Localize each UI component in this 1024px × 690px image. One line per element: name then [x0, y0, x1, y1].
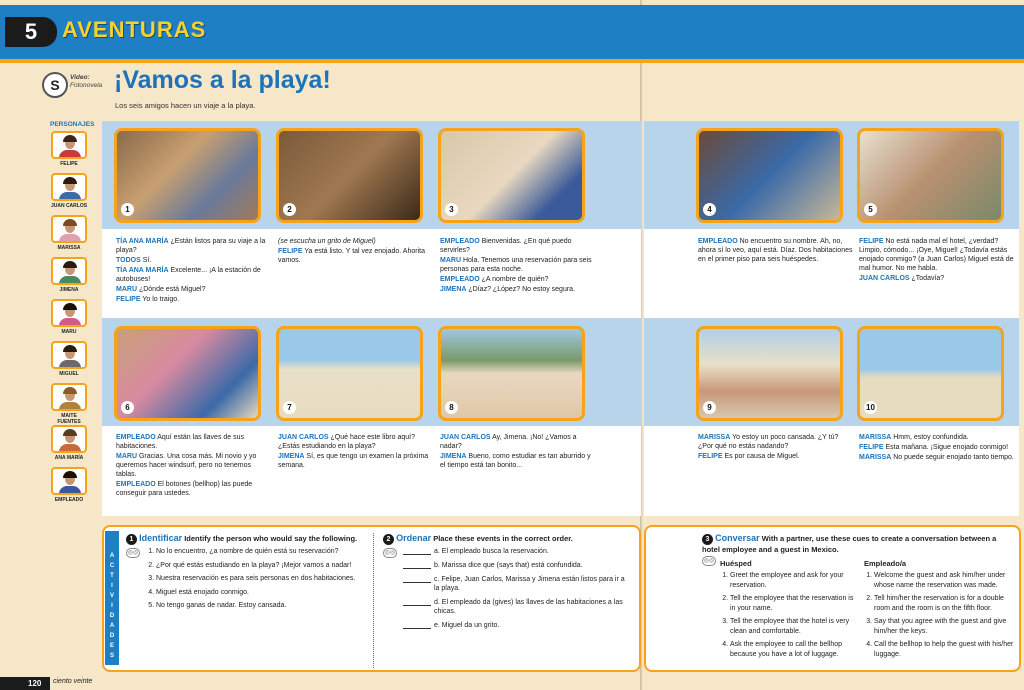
ordenar-item — [403, 561, 628, 570]
video-label: Video: Fotonovela — [70, 74, 103, 89]
dialogue-line — [440, 433, 595, 451]
activity-instructions: Identify the person who would say the following. — [184, 534, 358, 543]
empleado-cue: 2. Tell him/her the reservation is for a double room and the room is on the fifth floor. — [874, 594, 1014, 613]
dialogue-line — [116, 237, 271, 255]
frame-number: 2 — [283, 203, 296, 216]
page-number: 120 — [0, 677, 50, 690]
character-name: MARISSA — [57, 245, 81, 251]
answer-blank[interactable] — [403, 598, 431, 606]
huesped-cue: 3. Tell the employee that the hotel is very clean and comfortable. — [730, 617, 855, 636]
ordenar-item — [403, 598, 628, 616]
character-photo — [51, 173, 87, 201]
speaker: FELIPE — [859, 444, 884, 451]
line-text: ¿Díaz? ¿López? No estoy segura. — [468, 286, 576, 293]
identificar-item: 4. Miguel está enojado conmigo. — [156, 588, 371, 598]
line-text: Ya está listo. Y tal vez enojado. Ahorita vamos. — [278, 248, 425, 264]
personajes-label: PERSONAJES — [50, 121, 95, 128]
answer-blank[interactable] — [403, 575, 431, 583]
huesped-heading: Huésped — [720, 559, 752, 568]
activity-conversar — [702, 533, 1014, 658]
character-name: JUAN CARLOS — [50, 203, 88, 209]
line-text: ¿Están listos para su viaje a la playa? — [116, 238, 266, 254]
answer-blank[interactable] — [403, 561, 431, 569]
speaker: EMPLEADO — [698, 238, 738, 245]
dialogue-line — [278, 247, 433, 265]
speaker: JUAN CARLOS — [278, 434, 329, 441]
character-name: EMPLEADO — [54, 497, 84, 503]
line-text: Es por causa de Miguel. — [724, 453, 800, 460]
character-photo — [51, 257, 87, 285]
character-ana-maría — [50, 425, 88, 461]
huesped-cue: 1. Greet the employee and ask for your reservation. — [730, 571, 855, 590]
activity-number: 1 — [126, 534, 137, 545]
line-text: ¿Qué hace este libro aquí? ¿Estás estudiando en la playa? — [278, 434, 415, 450]
ordenar-text: c. Felipe, Juan Carlos, Marissa y Jimena están listos para ir a la playa. — [434, 576, 625, 592]
character-felipe — [50, 131, 88, 167]
speaker: TÍA ANA MARÍA — [116, 238, 169, 245]
actividades-letter: V — [109, 593, 114, 599]
fotonovela-photo — [276, 128, 423, 223]
character-miguel — [50, 341, 88, 377]
dialogue-line — [440, 237, 595, 255]
line-text: Aquí están las llaves de sus habitaciones. — [116, 434, 245, 450]
speaker: FELIPE — [698, 453, 723, 460]
frame-dialogue — [440, 433, 595, 471]
line-text: El botones (bellhop) las puede conseguir para ustedes. — [116, 481, 253, 497]
character-photo — [51, 383, 87, 411]
activity-instructions: With a partner, use these cues to create a conversation between a hotel employee and a guest in Mexico. — [702, 534, 997, 554]
video-logo-icon: S — [42, 72, 68, 98]
pair-work-icon: ◎◎ — [703, 558, 715, 564]
speaker: MARISSA — [698, 434, 731, 441]
speaker: FELIPE — [116, 296, 141, 303]
line-text: Hmm, estoy confundida. — [893, 434, 969, 441]
actividades-letter: E — [109, 643, 114, 649]
identificar-item: 2. ¿Por qué estás estudiando en la playa? ¡Mejor vamos a nadar! — [156, 561, 371, 571]
speaker: TÍA ANA MARÍA — [116, 267, 169, 274]
dialogue-line — [116, 452, 271, 479]
line-text: Esta mañana. ¡Sigue enojado conmigo! — [885, 444, 1009, 451]
speaker: JUAN CARLOS — [440, 434, 491, 441]
fotonovela-photo — [696, 128, 843, 223]
fotonovela-photo — [114, 326, 261, 421]
character-jimena — [50, 257, 88, 293]
activity-identificar — [126, 533, 366, 609]
frame-dialogue — [116, 433, 271, 499]
actividades-letter: C — [109, 563, 115, 569]
speaker: MARU — [116, 286, 137, 293]
speaker: TODOS — [116, 257, 141, 264]
actividades-letter: T — [110, 573, 114, 579]
frame-dialogue — [278, 237, 433, 266]
dialogue-line — [116, 480, 271, 498]
line-text: ¿Todavía? — [911, 275, 945, 282]
dialogue-line — [859, 453, 1014, 462]
character-maite-fuentes — [50, 383, 88, 425]
character-name: MAITE FUENTES — [57, 413, 81, 425]
pair-work-icon: ◎◎ — [127, 550, 139, 556]
dialogue-line — [698, 237, 853, 264]
lesson-number: 5 — [5, 17, 57, 47]
fotonovela-photo — [696, 326, 843, 421]
dialogue-line — [116, 266, 271, 284]
speaker: JIMENA — [278, 453, 305, 460]
activity-number: 3 — [702, 534, 713, 545]
activity-instructions: Place these events in the correct order. — [433, 534, 573, 543]
character-marissa — [50, 215, 88, 251]
speaker: MARISSA — [859, 434, 892, 441]
speaker: MARU — [116, 453, 137, 460]
answer-blank[interactable] — [403, 621, 431, 629]
lesson-title: AVENTURAS — [62, 17, 207, 42]
actividades-letter: A — [109, 553, 115, 559]
line-text: Gracias. Una cosa más. Mi novio y yo queremos hacer windsurf, pero no tenemos tablas. — [116, 453, 257, 478]
character-photo — [51, 341, 87, 369]
speaker: JIMENA — [440, 286, 467, 293]
actividades-letter: A — [109, 623, 115, 629]
identificar-item: 1. No lo encuentro, ¿a nombre de quién está su reservación? — [156, 547, 371, 557]
episode-title: ¡Vamos a la playa! — [114, 66, 331, 94]
frame-number: 5 — [864, 203, 877, 216]
character-photo — [51, 215, 87, 243]
fotonovela-photo — [438, 326, 585, 421]
empleado-cue: 4. Call the bellhop to help the guest with his/her luggage. — [874, 640, 1014, 659]
identificar-item: 3. Nuestra reservación es para seis personas en dos habitaciones. — [156, 574, 371, 584]
ordenar-item — [403, 547, 628, 556]
fotonovela-photo — [276, 326, 423, 421]
character-name: JIMENA — [59, 287, 79, 293]
line-text: No encuentro su nombre. Ah, no, ahora sí lo veo, aquí está. Díaz. Dos habitaciones en el primer piso para seis huéspedes. — [698, 238, 853, 263]
frame-dialogue — [698, 237, 853, 265]
activity-divider — [373, 533, 374, 668]
character-name: FELIPE — [60, 161, 78, 167]
empleado-cue: 1. Welcome the guest and ask him/her under whose name the reservation was made. — [874, 571, 1014, 590]
ordenar-text: e. Miguel da un grito. — [434, 622, 500, 629]
character-photo — [51, 299, 87, 327]
character-empleado — [50, 467, 88, 503]
actividades-letter: D — [109, 633, 115, 639]
dialogue-line — [859, 274, 1014, 283]
dialogue-line — [440, 275, 595, 284]
ordenar-text: d. El empleado da (gives) las llaves de las habitaciones a las chicas. — [434, 599, 623, 615]
huesped-cue: 4. Ask the employee to call the bellhop because you have a lot of luggage. — [730, 640, 855, 659]
line-text: No puede seguir enojado tanto tiempo. — [893, 454, 1014, 461]
line-text: Sí. — [142, 257, 152, 264]
line-text: ¿A nombre de quién? — [481, 276, 549, 283]
dialogue-line — [440, 285, 595, 294]
stage-direction: (se escucha un grito de Miguel) — [278, 238, 376, 245]
dialogue-line — [859, 237, 1014, 273]
line-text: Ay, Jimena. ¡No! ¿Vamos a nadar? — [440, 434, 577, 450]
frame-dialogue — [278, 433, 433, 471]
frame-dialogue — [859, 433, 1014, 463]
character-name: MARU — [61, 329, 77, 335]
fotonovela-photo — [114, 128, 261, 223]
ordenar-item — [403, 575, 628, 593]
line-text: Sí, es que tengo un examen la próxima semana. — [278, 453, 429, 469]
dialogue-line — [116, 256, 271, 265]
line-text: ¿Dónde está Miguel? — [138, 286, 206, 293]
empleado-cue: 3. Say that you agree with the guest and give him/her the keys. — [874, 617, 1014, 636]
speaker: EMPLEADO — [440, 238, 480, 245]
speaker: MARU — [440, 257, 461, 264]
frame-number: 9 — [703, 401, 716, 414]
frame-number: 7 — [283, 401, 296, 414]
pair-work-icon: ◎◎ — [384, 550, 396, 556]
fotonovela-photo — [857, 326, 1004, 421]
speaker: EMPLEADO — [116, 434, 156, 441]
frame-dialogue — [859, 237, 1014, 284]
ordenar-text: a. El empleado busca la reservación. — [434, 548, 549, 555]
speaker: MARISSA — [859, 454, 892, 461]
speaker: EMPLEADO — [440, 276, 480, 283]
frame-number: 4 — [703, 203, 716, 216]
character-photo — [51, 425, 87, 453]
line-text: No está nada mal el hotel, ¿verdad? Limpio, cómodo... ¡Oye, Miguel! ¿Todavía estás enojado conmigo? (a Juan Carlos) Miguel está de mal humor. No me habla. — [859, 238, 1014, 272]
fotonovela-photo — [438, 128, 585, 223]
speaker: EMPLEADO — [116, 481, 156, 488]
activity-title: Conversar — [715, 533, 760, 543]
character-name: MIGUEL — [59, 371, 79, 377]
frame-number: 10 — [864, 401, 877, 414]
line-text: Yo lo traigo. — [142, 296, 180, 303]
line-text: Yo estoy un poco cansada. ¿Y tú? ¿Por qué no estás nadando? — [698, 434, 839, 450]
identificar-item: 5. No tengo ganas de nadar. Estoy cansada. — [156, 601, 371, 611]
frame-dialogue — [116, 237, 271, 305]
dialogue-line — [859, 443, 1014, 452]
dialogue-line — [116, 295, 271, 304]
line-text: Excelente... ¡A la estación de autobuses! — [116, 267, 261, 283]
line-text: Bienvenidas. ¿En qué puedo servirles? — [440, 238, 572, 254]
dialogue-line — [859, 433, 1014, 442]
activity-number: 2 — [383, 534, 394, 545]
character-photo — [51, 467, 87, 495]
character-juan-carlos — [50, 173, 88, 209]
episode-subtitle: Los seis amigos hacen un viaje a la playa. — [115, 101, 256, 110]
actividades-letter: I — [111, 603, 113, 609]
dialogue-line — [440, 256, 595, 274]
speaker: FELIPE — [859, 238, 884, 245]
huesped-cue: 2. Tell the employee that the reservation is in your name. — [730, 594, 855, 613]
activity-title: Identificar — [139, 533, 183, 543]
frame-dialogue — [698, 433, 853, 462]
character-name: ANA MARÍA — [54, 455, 84, 461]
frame-number: 6 — [121, 401, 134, 414]
frame-number: 8 — [445, 401, 458, 414]
frame-dialogue — [440, 237, 595, 295]
activity-ordenar — [383, 533, 633, 629]
fotonovela-photo — [857, 128, 1004, 223]
ordenar-text: b. Marissa dice que (says that) está confundida. — [434, 562, 583, 569]
character-maru — [50, 299, 88, 335]
line-text: Hola. Tenemos una reservación para seis personas para esta noche. — [440, 257, 592, 273]
dialogue-line — [698, 452, 853, 461]
frame-number: 3 — [445, 203, 458, 216]
dialogue-line — [278, 433, 433, 451]
dialogue-line — [116, 285, 271, 294]
ordenar-item — [403, 621, 628, 630]
answer-blank[interactable] — [403, 547, 431, 555]
actividades-letter: D — [109, 613, 115, 619]
speaker: JUAN CARLOS — [859, 275, 910, 282]
actividades-letter: S — [109, 653, 114, 659]
actividades-letter: I — [111, 583, 113, 589]
dialogue-line — [440, 452, 595, 470]
character-photo — [51, 131, 87, 159]
activity-title: Ordenar — [396, 533, 432, 543]
line-text: Bueno, como estudiar es tan aburrido y el tiempo está tan bonito... — [440, 453, 591, 469]
speaker: JIMENA — [440, 453, 467, 460]
page-number-words: ciento veinte — [53, 678, 93, 685]
empleado-heading: Empleado/a — [864, 559, 907, 568]
dialogue-line — [116, 433, 271, 451]
dialogue-line — [278, 452, 433, 470]
frame-number: 1 — [121, 203, 134, 216]
actividades-strip — [105, 531, 119, 665]
speaker: FELIPE — [278, 248, 303, 255]
dialogue-line — [698, 433, 853, 451]
